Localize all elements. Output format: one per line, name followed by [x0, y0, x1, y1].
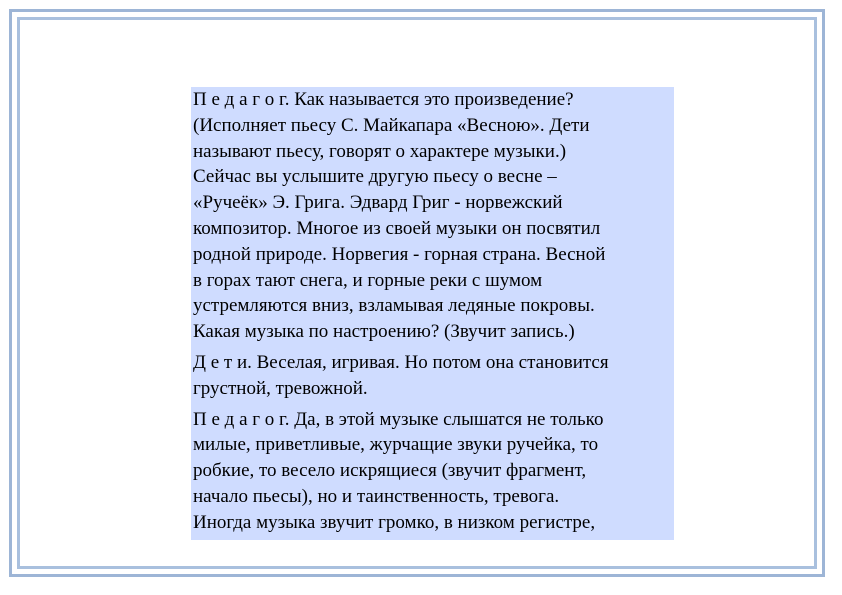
paragraph-children — [193, 350, 674, 402]
text-line: устремляются вниз, взламывая ледяные покровы. — [193, 295, 595, 317]
text-line: «Ручеёк» Э. Грига. Эдвард Григ - норвежский — [193, 192, 563, 214]
paragraph-teacher-1 — [193, 87, 674, 345]
paragraph-teacher-2 — [193, 407, 674, 536]
text-line: композитор. Многое из своей музыки он посвятил — [193, 217, 601, 239]
text-line: Какая музыка по настроению? (Звучит запись.) — [193, 321, 575, 343]
text-line: Д е т и. Веселая, игривая. Но потом она становится — [193, 351, 609, 373]
text-line: грустной, тревожной. — [193, 377, 368, 399]
text-line: родной природе. Норвегия - горная страна. Весной — [193, 243, 606, 265]
text-line: Иногда музыка звучит громко, в низком регистре, — [193, 511, 596, 533]
text-line: (Исполняет пьесу С. Майкапара «Весною». Дети — [193, 114, 590, 136]
text-line: милые, приветливые, журчащие звуки ручейка, то — [193, 434, 599, 456]
text-line: в горах тают снега, и горные реки с шумом — [193, 269, 543, 291]
text-line: называют пьесу, говорят о характере музыки.) — [193, 140, 567, 162]
text-block — [191, 87, 674, 540]
text-line: Сейчас вы услышите другую пьесу о весне – — [193, 166, 557, 188]
text-line: начало пьесы), но и таинственность, тревога. — [193, 485, 560, 507]
text-line: П е д а г о г. Как называется это произведение? — [193, 89, 574, 110]
text-line: П е д а г о г. Да, в этой музыке слышатся не только — [193, 408, 604, 430]
text-line: робкие, то весело искрящиеся (звучит фрагмент, — [193, 460, 587, 482]
